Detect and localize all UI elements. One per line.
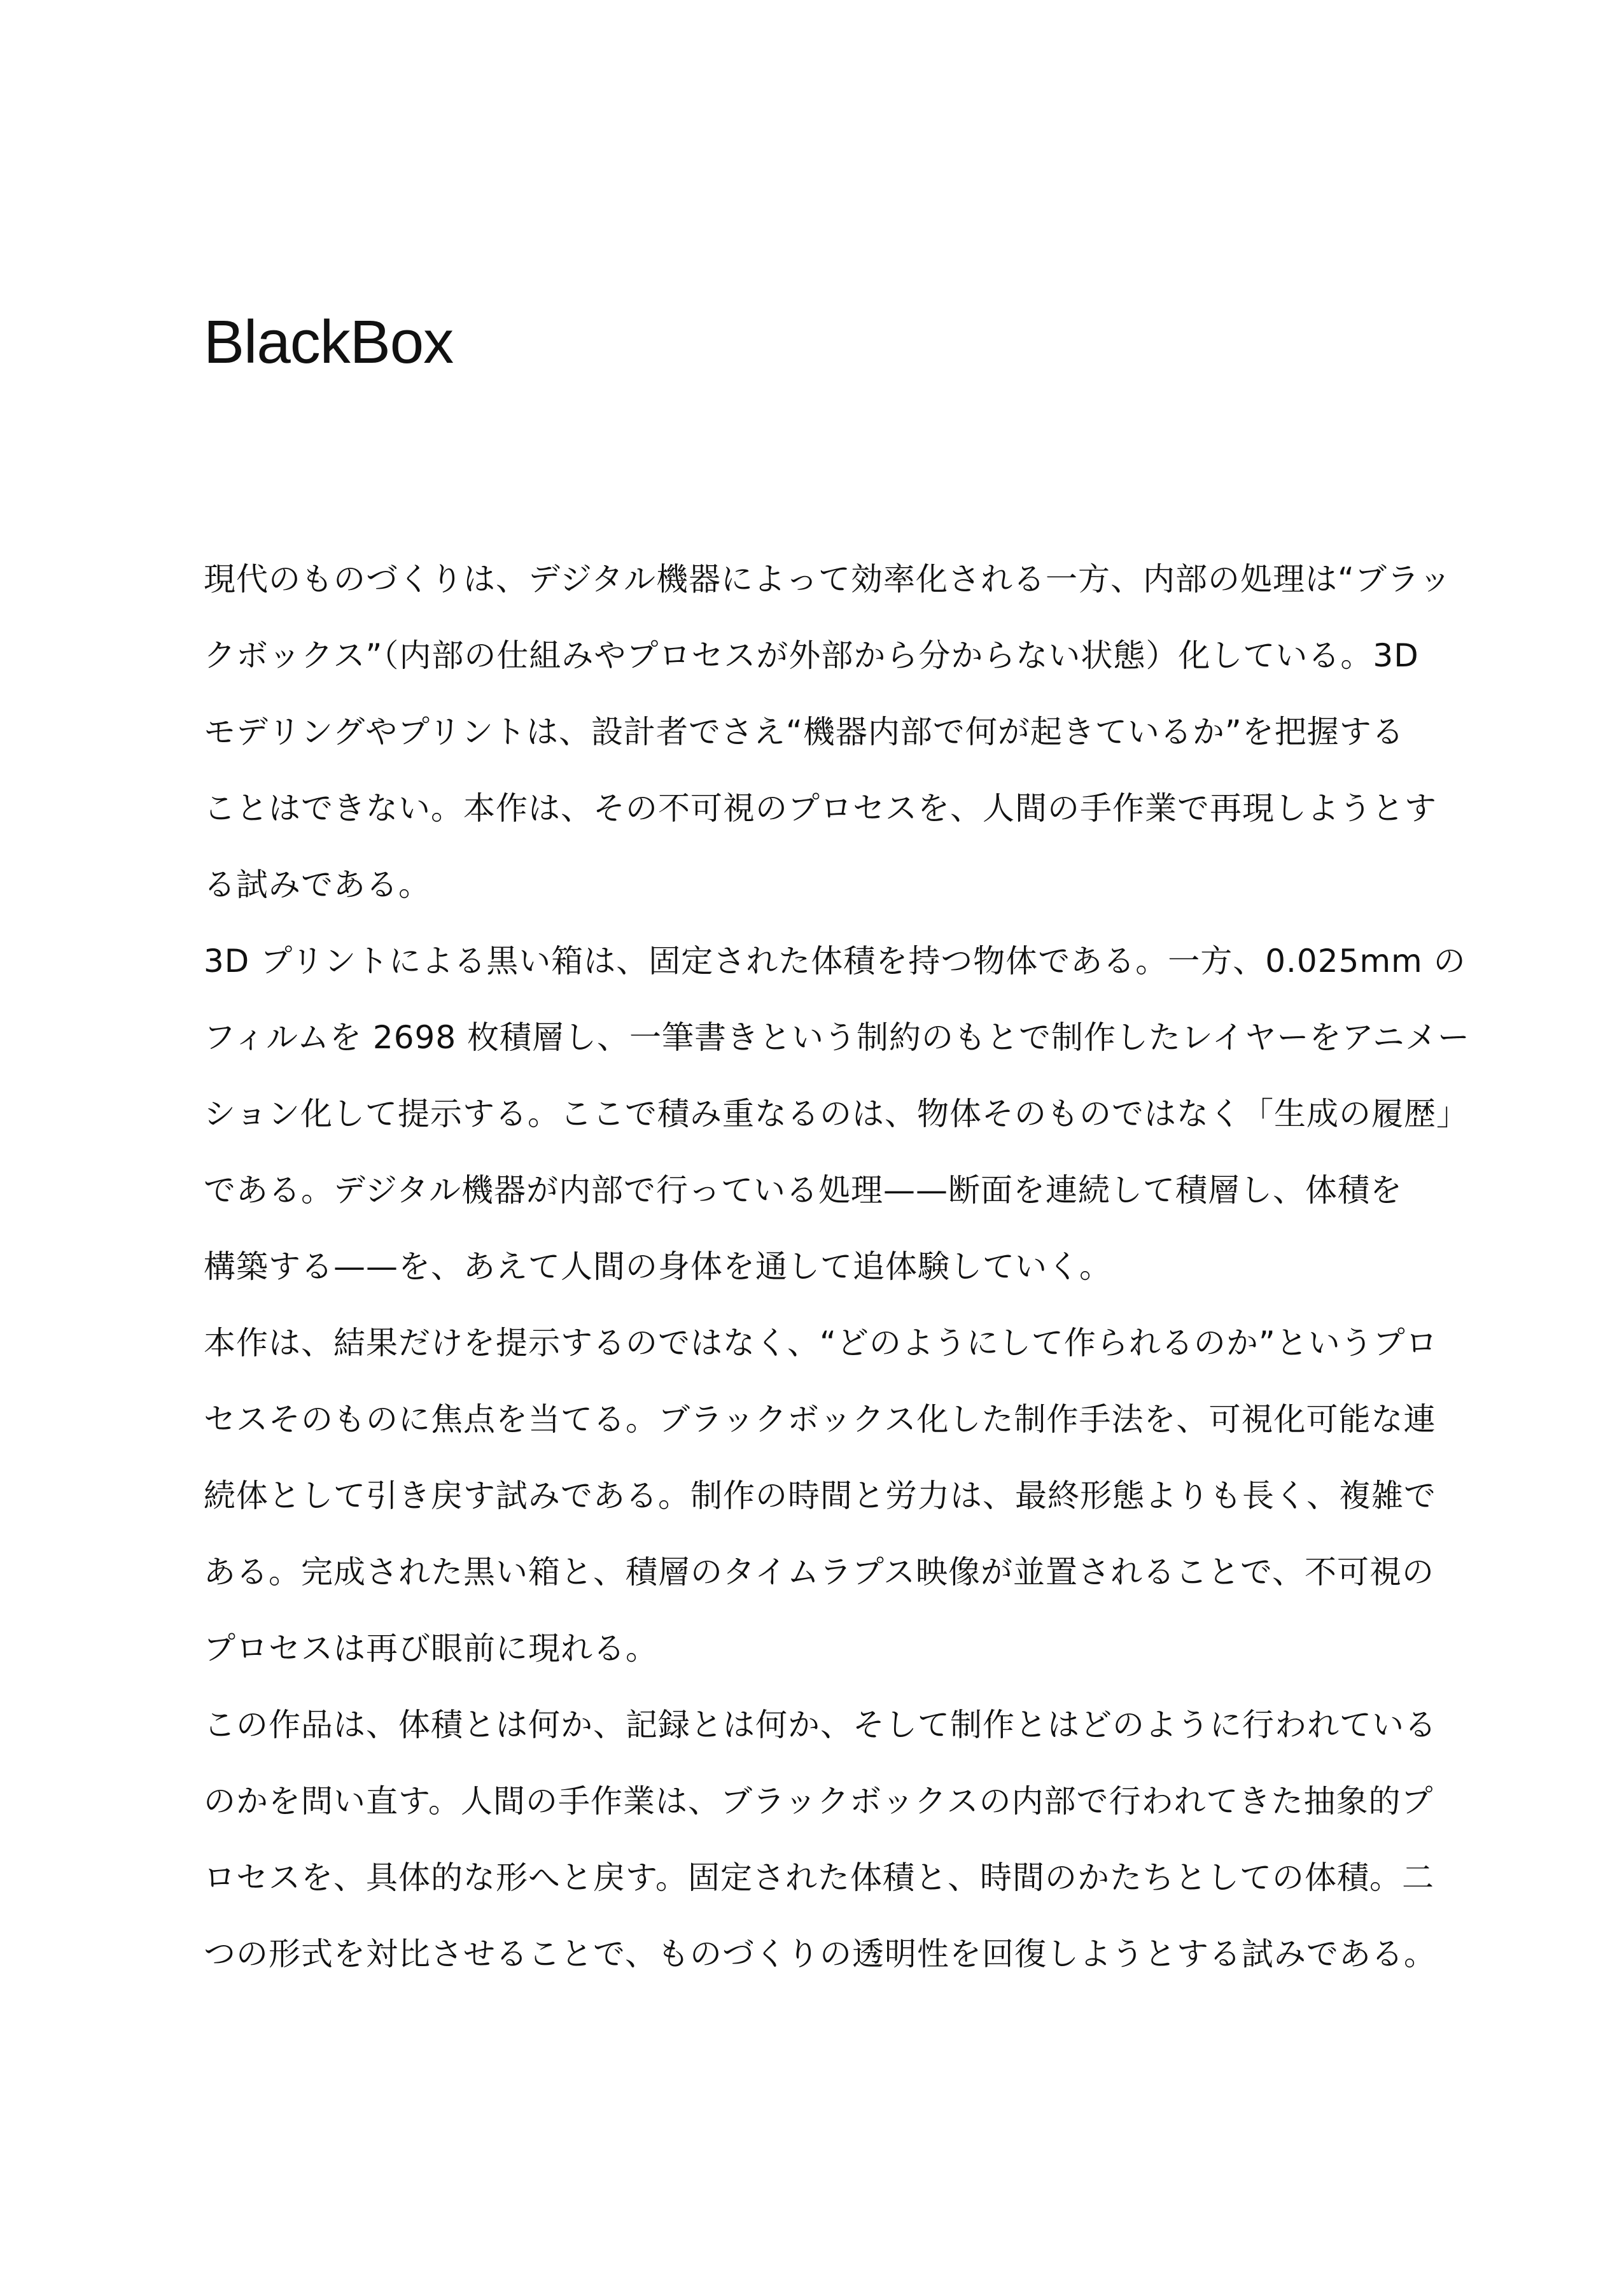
- text-line: 3D プリントによる黒い箱は、固定された体積を持つ物体である。一方、0.025mm の: [204, 943, 1466, 980]
- text-line: 構築する——を、あえて人間の身体を通して追体験していく。: [204, 1248, 1112, 1285]
- text-line: モデリングやプリントは、設計者でさえ“機器内部で何が起きているか”を把握する: [204, 714, 1404, 750]
- text-line: のかを問い直す。人間の手作業は、ブラックボックスの内部で行われてきた抽象的プ: [204, 1783, 1434, 1820]
- text-line: る試みである。: [204, 866, 431, 903]
- text-line: 本作は、結果だけを提示するのではなく、“どのようにして作られるのか”というプロ: [204, 1325, 1438, 1361]
- text-line: この作品は、体積とは何か、記録とは何か、そして制作とはどのように行われている: [204, 1706, 1437, 1743]
- text-line: セスそのものに焦点を当てる。ブラックボックス化した制作手法を、可視化可能な連: [204, 1401, 1436, 1438]
- text-line: フィルムを 2698 枚積層し、一筆書きという制約のもとで制作したレイヤーをアニメー: [204, 1019, 1471, 1056]
- text-line: である。デジタル機器が内部で行っている処理——断面を連続して積層し、体積を: [204, 1172, 1403, 1209]
- text-line: ことはできない。本作は、その不可視のプロセスを、人間の手作業で再現しようとす: [204, 790, 1437, 827]
- text-line: 現代のものづくりは、デジタル機器によって効率化される一方、内部の処理は“ブラッ: [204, 561, 1452, 598]
- text-line: ション化して提示する。ここで積み重なるのは、物体そのものではなく「生成の履歴」: [204, 1095, 1469, 1132]
- text-line: つの形式を対比させることで、ものづくりの透明性を回復しようとする試みである。: [204, 1936, 1436, 1972]
- text-line: ロセスを、具体的な形へと戻す。固定された体積と、時間のかたちとしての体積。二: [204, 1859, 1434, 1896]
- document-title: BlackBox: [204, 308, 454, 376]
- text-line: クボックス”（内部の仕組みやプロセスが外部から分からない状態）化している。3D: [204, 637, 1419, 674]
- text-line: ある。完成された黒い箱と、積層のタイムラプス映像が並置されることで、不可視の: [204, 1554, 1434, 1591]
- document-body: [204, 541, 1471, 1992]
- text-line: プロセスは再び眼前に現れる。: [204, 1630, 658, 1667]
- text-line: 続体として引き戻す試みである。制作の時間と労力は、最終形態よりも長く、複雑で: [204, 1477, 1436, 1514]
